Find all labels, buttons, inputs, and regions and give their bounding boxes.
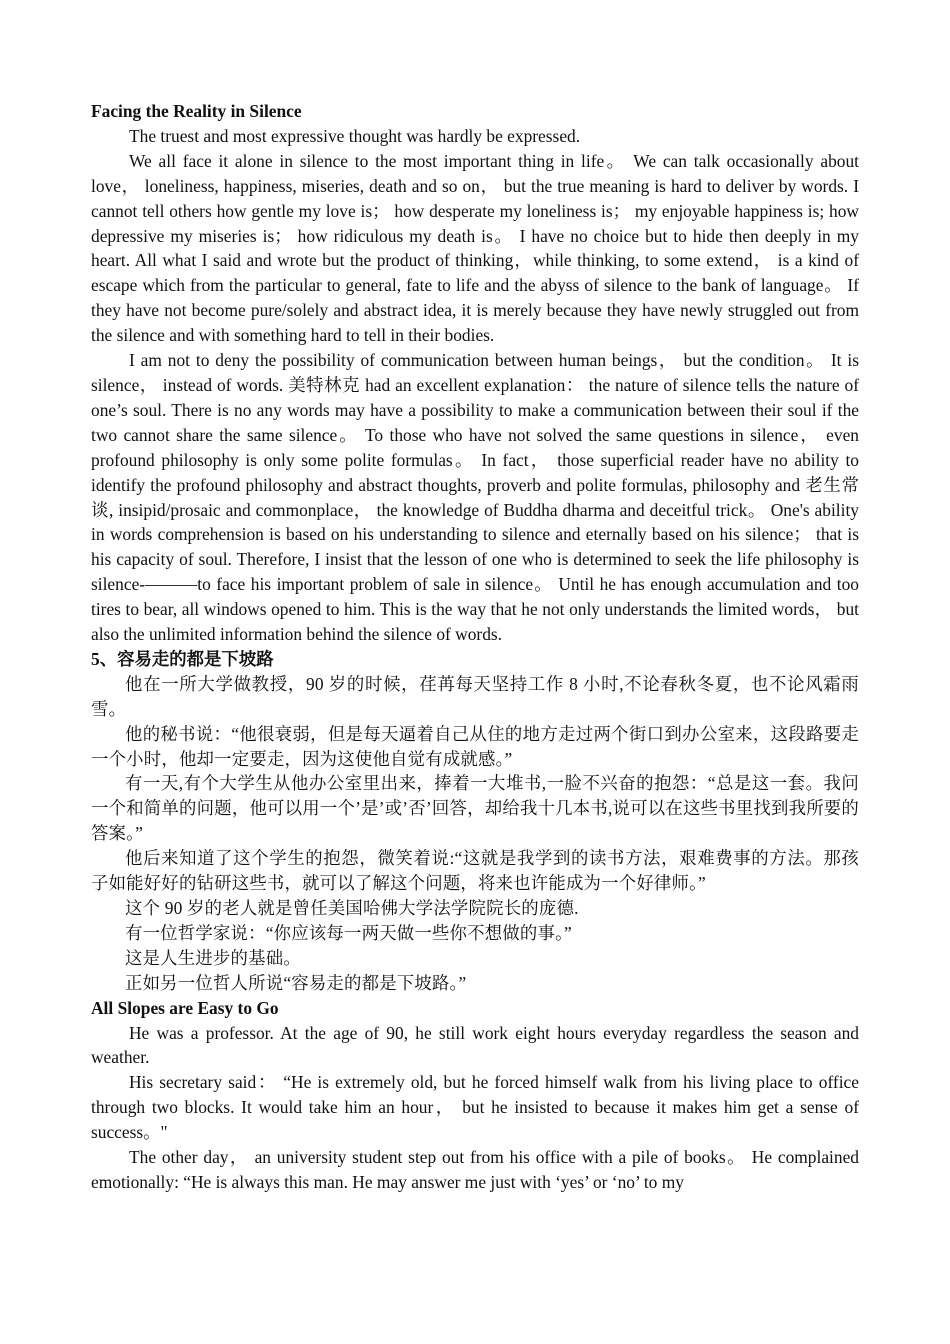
document-page	[91, 99, 859, 1195]
paragraph: We all face it alone in silence to the most important thing in life。 We can talk occasionally about love， loneliness, happiness, miseries, death and so on， but the true meaning is hard to deliver by words. I cannot tell others how gentle my love is； how desperate my loneliness is； my enjoyable happiness is; how depressive my miseries is； how ridiculous my death is。 I have no choice but to hide then deeply in my heart. All what I said and wrote but the product of thinking，while thinking, to some extend， is a kind of escape which from the particular to general, fate to life and the abyss of silence to the bank of language。 If they have not become pure/solely and abstract idea, it is merely because they have newly struggled out from the silence and with something hard to tell in their bodies.	[91, 150, 859, 346]
paragraph: He was a professor. At the age of 90, he still work eight hours everyday regardless the season and weather.	[91, 1022, 859, 1068]
paragraph: 有一天,有个大学生从他办公室里出来，捧着一大堆书,一脸不兴奋的抱怨：“总是这一套。我问一个和简单的问题，他可以用一个’是’或’否’回答，却给我十几本书,说可以在这些书里找到我所要的答案。”	[91, 773, 859, 844]
section-title-slopes: All Slopes are Easy to Go	[91, 997, 279, 1018]
paragraph: 他在一所大学做教授，90 岁的时候，荏苒每天坚持工作 8 小时,不论春秋冬夏，也不论风霜雨雪。	[91, 673, 859, 719]
section-title-facing-reality: Facing the Reality in Silence	[91, 101, 302, 121]
paragraph: 这个 90 岁的老人就是曾任美国哈佛大学法学院院长的庞德.	[125, 898, 579, 918]
paragraph: 有一位哲学家说：“你应该每一两天做一些你不想做的事。”	[125, 922, 572, 943]
paragraph: 他后来知道了这个学生的抱怨，微笑着说:“这就是我学到的读书方法，艰难费事的方法。那孩子如能好好的钻研这些书，就可以了解这个问题，将来也许能成为一个好律师。”	[91, 848, 859, 894]
paragraph: I am not to deny the possibility of communication between human beings， but the condition。 It is silence， instead of words. 美特林克 had an excellent explanation： the nature of silence tells the nature of one’s soul. There is no any words may have a possibility to make a communication between their soul if the two cannot share the same silence。 To those who have not solved the same questions in silence， even profound philosophy is only some polite formulas。 In fact， those superficial reader have no ability to identify the profound philosophy and abstract thoughts, proverb and polite formulas, philosophy and 老生常谈, insipid/prosaic and commonplace， the knowledge of Buddha dharma and deceitful trick。 One's ability in words comprehension is based on his understanding to silence and eternally based on his silence； that is his capacity of soul. Therefore, I insist that the lesson of one who is determined to seek the life philosophy is silence-———to face his important problem of sale in silence。 Until he has enough accumulation and too tires to bear, all windows opened to him. This is the way that he not only understands the limited words， but also the unlimited information behind the silence of words.	[91, 350, 859, 645]
section-title-downhill: 5、容易走的都是下坡路	[91, 648, 274, 669]
paragraph: The other day， an university student step out from his office with a pile of books。 He complained emotionally: “He is always this man. He may answer me just with ‘yes’ or ‘no’ to my	[91, 1147, 859, 1192]
paragraph: 他的秘书说：“他很衰弱，但是每天逼着自己从住的地方走过两个街口到办公室来，这段路要走一个小时，他却一定要走，因为这使他自觉有成就感。”	[91, 723, 859, 769]
paragraph: His secretary said： “He is extremely old, but he forced himself walk from his living place to office through two blocks. It would take him an hour， but he insisted to because it makes him get a sense of success。"	[91, 1072, 859, 1143]
paragraph: 这是人生进步的基础。	[125, 947, 301, 968]
paragraph: 正如另一位哲人所说“容易走的都是下坡路。”	[125, 972, 467, 993]
paragraph: The truest and most expressive thought was hardly be expressed.	[129, 125, 581, 146]
